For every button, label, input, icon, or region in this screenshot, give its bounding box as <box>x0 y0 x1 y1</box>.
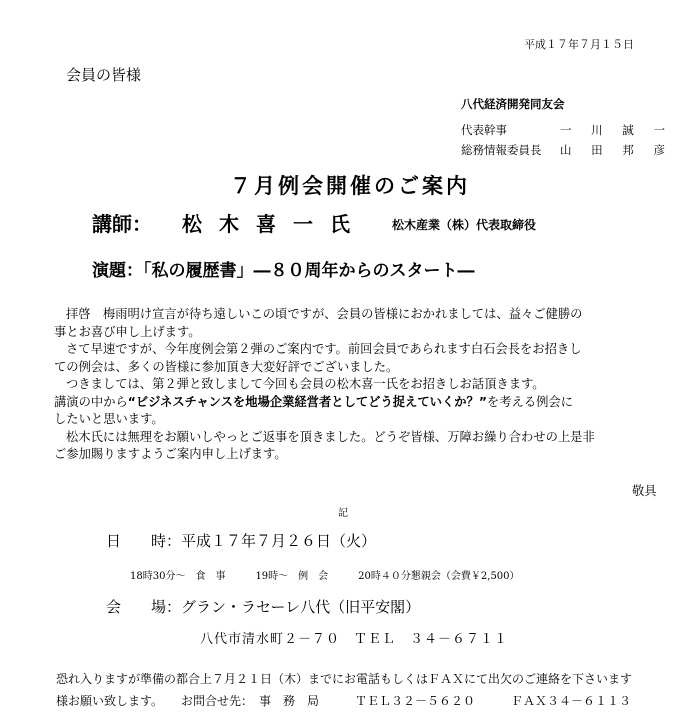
body-text: を考える例会に <box>486 394 574 409</box>
body-line <box>54 394 674 412</box>
body-line: したいと思います。 <box>54 412 164 426</box>
date-label: 日 時： <box>106 532 182 550</box>
venue-value: グラン・ラセーレ八代（旧平安閣） <box>181 598 421 616</box>
recipient-line: 会員の皆様 <box>66 66 142 84</box>
rsvp-footer <box>56 668 632 712</box>
footer-line: 恐れ入りますが準備の都合上７月２１日（木）までにお電話もしくはＦＡＸにて出欠のご連絡を下さいます <box>56 672 633 686</box>
venue-label: 会 場： <box>106 598 182 616</box>
lecture-topic: 演題：「私の履歴書」―８０周年からのスタート― <box>92 261 475 281</box>
lecturer-label: 講師： <box>92 212 152 236</box>
body-line: 拝啓 梅雨明け宣言が待ち遠しいこの頃ですが、会員の皆様におかれましては、益々ご健勝の <box>66 307 583 321</box>
lecturer-name: 松木喜一氏 <box>182 212 367 236</box>
venue-address: 八代市清水町２－７０ ＴＥＬ ３４－６７１１ <box>200 632 509 647</box>
body-line: ての例会は、多くの皆様に参加頂き大変好評でございました。 <box>54 359 399 374</box>
event-schedule: 18時30分～ 食 事 19時～ 例 会 20時４０分懇親会（会費￥2,500） <box>130 571 520 582</box>
signatory-name: 山 田 邦 彦 <box>560 143 673 157</box>
organization-name: 八代経済開発同友会 <box>461 97 565 111</box>
body-line: 事とお喜び申し上げます。 <box>54 324 201 339</box>
closing-word: 敬具 <box>632 484 657 498</box>
body-line: つきましては、第２弾と致しまして今回も会員の松木喜一氏をお招きしお話頂きます。 <box>66 377 545 391</box>
ki-mark: 記 <box>338 508 348 519</box>
letter-body <box>54 306 674 464</box>
date-value: 平成１７年７月２６日（火） <box>181 532 377 550</box>
footer-line: 様お願い致します。 お問合せ先： 事 務 局 ＴＥＬ３２－５６２０ ＦＡＸ３４－６１１３ <box>56 694 632 708</box>
body-line: ご参加賜りますようご案内申し上げます。 <box>54 447 287 461</box>
signatory-name: 一 川 誠 一 <box>560 123 673 137</box>
document-title: ７月例会開催のご案内 <box>230 174 470 198</box>
highlighted-theme: “ビジネスチャンスを地場企業経営者としてどう捉えていくか？” <box>127 394 487 409</box>
event-date <box>106 530 376 551</box>
body-line: 松木氏には無理をお願いしやっとご返事を頂きました。どうぞ皆様、万障お繰り合わせの上是非 <box>66 429 595 444</box>
event-venue <box>106 596 420 617</box>
signatory-role: 総務情報委員長 <box>461 143 542 157</box>
document-date: 平成１７年７月１５日 <box>524 38 634 51</box>
body-text: 講演の中から <box>54 394 128 409</box>
signatory-role: 代表幹事 <box>461 123 507 137</box>
lecturer-affiliation: 松木産業（株）代表取締役 <box>392 218 537 232</box>
body-line: さて早速ですが、今年度例会第２弾のご案内です。前回会員であられます白石会長をお招きし <box>66 342 582 356</box>
